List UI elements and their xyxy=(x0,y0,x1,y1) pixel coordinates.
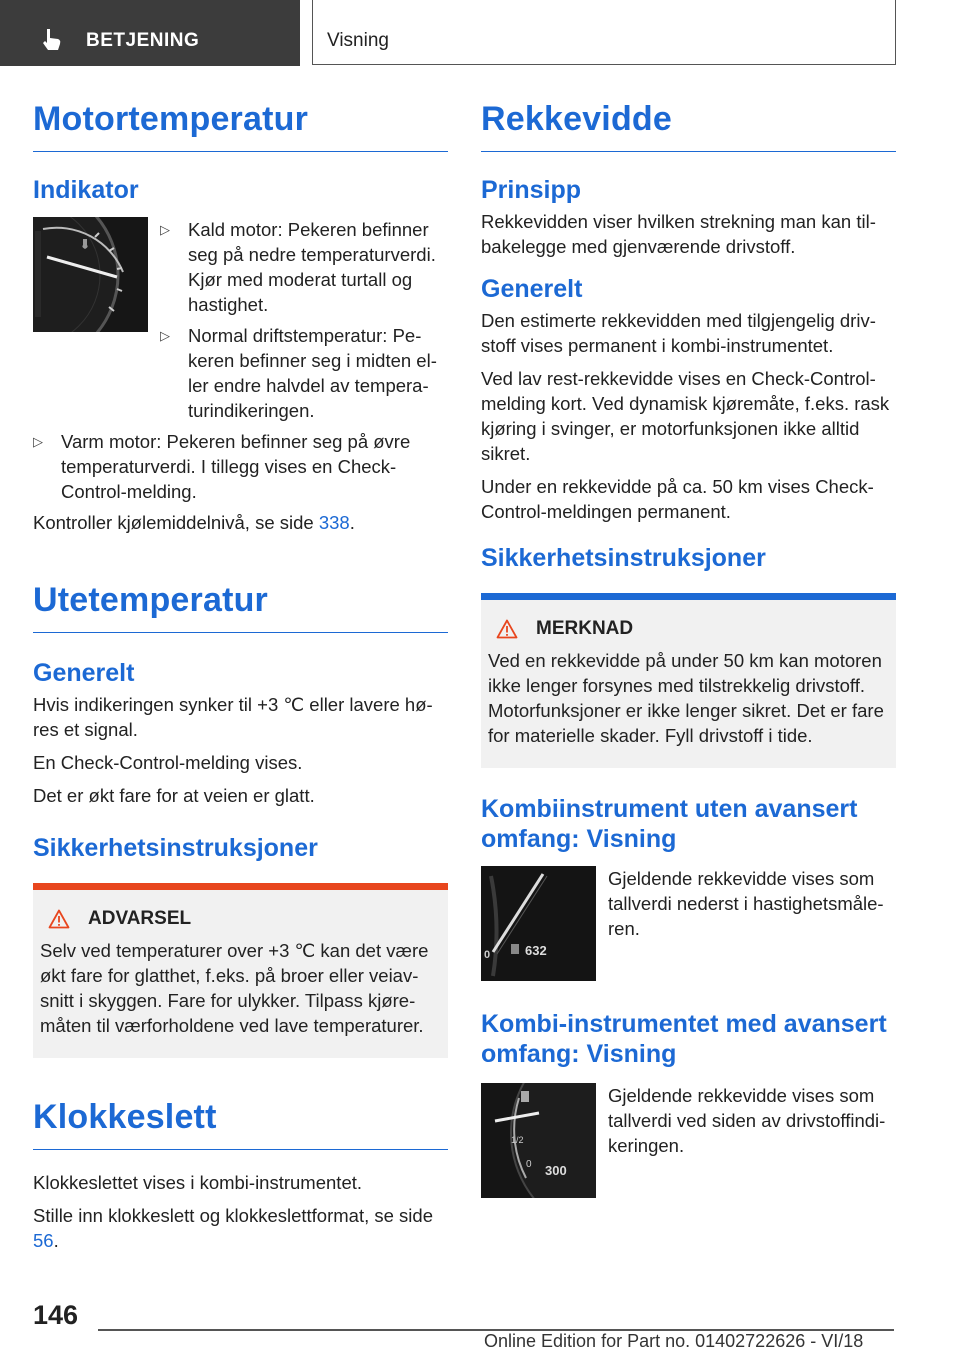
temperature-gauge-image xyxy=(33,217,148,332)
edition-label: Online Edition for Part no. 01402722626 - VI/18 xyxy=(484,1331,864,1351)
subsection-tab xyxy=(312,0,896,65)
generelt-paragraph: Under en rekkevidde på ca. 50 km vises Check-Control-meldingen permanent. xyxy=(481,476,874,522)
triangle-bullet-icon: ▷ xyxy=(33,434,43,449)
section-tab xyxy=(0,0,300,66)
note-text: Ved en rekkevidde på under 50 km kan motoren ikke lenger forsynes med tilstrekkelig drivstoff. Motorfunksjoner er ikke lenger sikret. Det er fare for materielle skader. Fyll drivstoff i tide. xyxy=(488,650,884,746)
prinsipp-text: Rekkevidden viser hvilken strekning man kan tilbakelegge med gjenværende drivstoff. xyxy=(481,211,876,257)
warning-bar xyxy=(33,883,448,890)
page-link-338[interactable]: 338 xyxy=(318,512,350,533)
heading-klokkeslett: Klokkeslett xyxy=(33,1098,448,1150)
heading-utetemperatur: Utetemperatur xyxy=(33,581,448,633)
note-title: MERKNAD xyxy=(488,618,888,640)
warning-box xyxy=(33,883,448,1058)
right-column xyxy=(481,100,896,1198)
section-label: BETJENING xyxy=(86,30,200,51)
kombi1-text: Gjeldende rekkevidde vises som tallverdi nederst i hastighetsmåleren. xyxy=(608,868,884,939)
page-number: 146 xyxy=(33,1300,79,1330)
generelt-paragraph: Den estimerte rekkevidden med tilgjengelig drivstoff vises permanent i kombi-instrumentet. xyxy=(481,310,876,356)
indikator-block xyxy=(33,217,448,429)
note-bar xyxy=(481,593,896,600)
gauge-zero-label: 0 xyxy=(484,949,491,961)
heading-kombi-uten-avansert: Kombiinstrument uten avansert omfang: Visning xyxy=(481,795,858,853)
note-box xyxy=(481,593,896,768)
generelt-paragraph: Ved lav rest-rekkevidde vises en Check-Control-melding kort. Ved dynamisk kjøremåte, f.eks. rask kjøring i svinger, er motorfunksjonen ikke alltid sikret. xyxy=(481,368,890,464)
heading-motortemperatur: Motortemperatur xyxy=(33,100,448,152)
list-item: ▷ Kald motor: Pekeren befinner seg på nedre temperaturverdi. Kjør med moderat turtall og hastighet. xyxy=(160,219,436,315)
heading-sikkerhetsinstruksjoner: Sikkerhetsinstruksjoner xyxy=(481,544,766,572)
heading-prinsipp: Prinsipp xyxy=(481,176,582,204)
list-item: ▷ Normal driftstemperatur: Pekeren befinner seg i midten eller endre halvdel av temperaturindikeringen. xyxy=(160,325,437,421)
left-column xyxy=(33,100,448,1253)
warning-triangle-icon xyxy=(496,619,518,639)
heading-generelt: Generelt xyxy=(481,275,583,303)
range-value-label: 300 xyxy=(545,1163,567,1178)
indikator-bullets xyxy=(160,217,448,429)
utetemp-paragraph: Det er økt fare for at veien er glatt. xyxy=(33,785,315,806)
list-item: ▷ Varm motor: Pekeren befinner seg på øvre temperaturverdi. I tillegg vises en Check-Control-melding. xyxy=(33,431,411,502)
warning-text: Selv ved temperaturer over +3 ℃ kan det være økt fare for glatthet, f.eks. på broer eller veiavsnitt i skyggen. Fare for ulykker. Tilpass kjøremåten til værforholdene ved lave temperaturer. xyxy=(40,940,429,1036)
utetemp-paragraph: En Check-Control-melding vises. xyxy=(33,752,303,773)
kombi1-block xyxy=(481,866,896,981)
heading-sikkerhetsinstruksjoner: Sikkerhetsinstruksjoner xyxy=(33,834,318,862)
hand-pointer-icon xyxy=(40,28,62,52)
gauge-zero-label: 0 xyxy=(526,1159,532,1170)
speedometer-image xyxy=(481,866,596,981)
heading-indikator: Indikator xyxy=(33,176,139,204)
page-link-56[interactable]: 56 xyxy=(33,1230,54,1251)
subsection-label: Visning xyxy=(327,30,389,51)
triangle-bullet-icon: ▷ xyxy=(160,328,170,343)
utetemp-paragraph: Hvis indikeringen synker til +3 ℃ eller lavere høres et signal. xyxy=(33,694,433,740)
heading-rekkevidde: Rekkevidde xyxy=(481,100,896,152)
heading-kombi-med-avansert: Kombi-instrumentet med avansert omfang: Visning xyxy=(481,1010,887,1068)
coolant-reference: Kontroller kjølemiddelnivå, se side 338. xyxy=(33,512,355,533)
klokke-paragraph: Stille inn klokkeslett og klokkeslettformat, se side 56. xyxy=(33,1205,433,1251)
klokke-paragraph: Klokkeslettet vises i kombi-instrumentet. xyxy=(33,1172,363,1193)
kombi2-text: Gjeldende rekkevidde vises som tallverdi ved siden av drivstoffindikeringen. xyxy=(608,1085,886,1156)
warning-title: ADVARSEL xyxy=(40,908,440,930)
gauge-half-label: 1/2 xyxy=(511,1135,524,1145)
range-value-label: 632 xyxy=(525,943,547,958)
fuel-gauge-image xyxy=(481,1083,596,1198)
kombi2-block xyxy=(481,1083,896,1198)
triangle-bullet-icon: ▷ xyxy=(160,222,170,237)
warning-triangle-icon xyxy=(48,909,70,929)
heading-generelt: Generelt xyxy=(33,659,135,687)
